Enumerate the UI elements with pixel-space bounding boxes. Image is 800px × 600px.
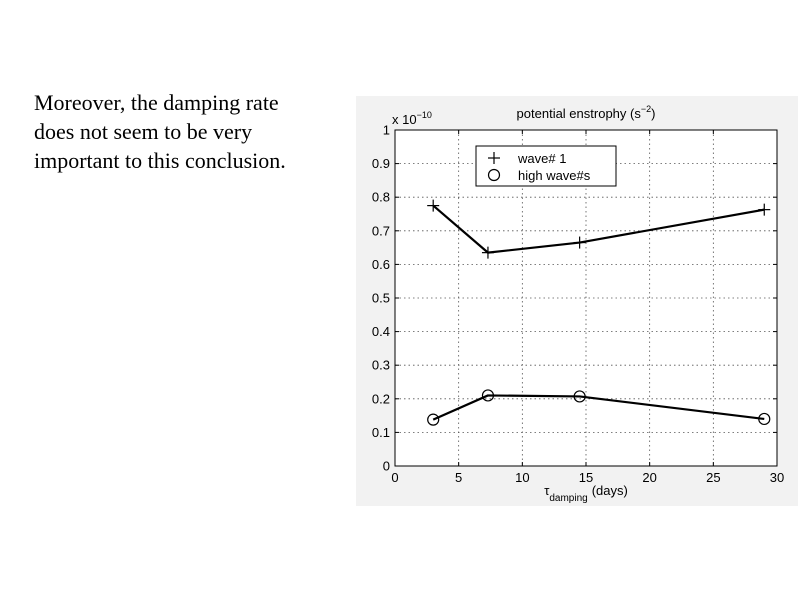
y-tick-label: 0.3 <box>371 357 390 373</box>
y-tick-label: 0.8 <box>371 189 390 205</box>
y-scale-label: x 10 <box>392 112 417 127</box>
chart-title-close: ) <box>651 106 656 121</box>
x-axis-label-units: (days) <box>591 483 628 498</box>
slide-body-text <box>34 88 354 175</box>
y-tick-label: 0.1 <box>371 424 390 440</box>
y-tick-label: 0 <box>382 458 390 474</box>
x-axis-label <box>544 483 628 504</box>
x-tick-label: 30 <box>769 470 785 485</box>
y-tick-label: 0.4 <box>371 324 390 340</box>
y-tick-label: 0.7 <box>371 223 390 239</box>
slide-text-line: important to this conclusion. <box>34 148 286 173</box>
x-tick-label: 15 <box>578 470 594 485</box>
y-tick-label: 1 <box>382 122 390 138</box>
y-scale-exponent: −10 <box>416 110 432 120</box>
y-scale-factor <box>392 110 432 127</box>
slide-text-line: does not seem to be very <box>34 119 253 144</box>
x-tick-label: 5 <box>455 470 463 485</box>
enstrophy-chart <box>356 96 798 506</box>
y-tick-label: 0.2 <box>371 391 390 407</box>
chart-title <box>517 104 656 121</box>
x-axis-label-subscript: damping <box>549 493 588 504</box>
x-tick-label: 10 <box>515 470 530 485</box>
legend <box>476 146 616 186</box>
y-tick-label: 0.9 <box>371 156 390 172</box>
legend-series-1-label: wave# 1 <box>518 151 567 166</box>
chart-title-exponent: −2 <box>640 104 652 114</box>
y-tick-label: 0.6 <box>371 256 390 272</box>
x-tick-label: 20 <box>642 470 657 485</box>
slide-text-line: Moreover, the damping rate <box>34 90 279 115</box>
chart-title-text: potential enstrophy (s <box>516 106 641 121</box>
x-tick-label: 25 <box>706 470 721 485</box>
x-axis-label-symbol: τ <box>544 483 550 498</box>
chart-figure <box>356 96 798 506</box>
y-tick-label: 0.5 <box>371 290 390 306</box>
x-tick-label: 0 <box>391 470 399 485</box>
legend-series-2-label: high wave#s <box>518 168 591 183</box>
